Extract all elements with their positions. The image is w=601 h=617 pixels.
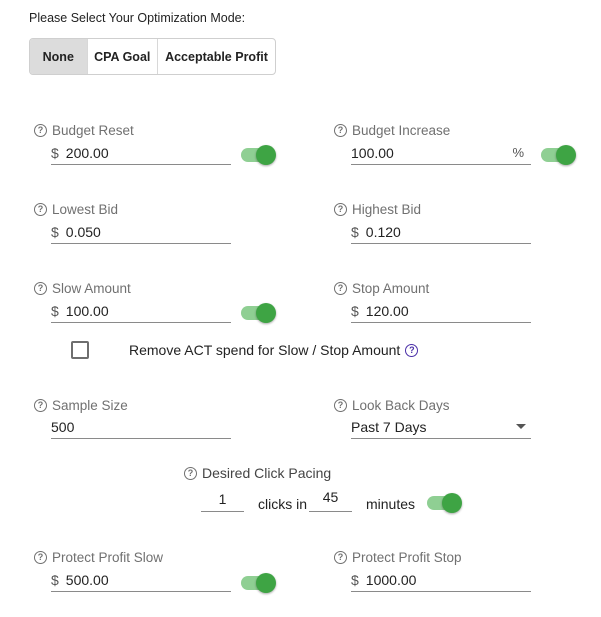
optimization-mode-label: Please Select Your Optimization Mode: — [29, 11, 246, 25]
remove-act-row — [129, 342, 418, 358]
protect-profit-slow-field[interactable] — [51, 568, 231, 592]
help-circle-icon[interactable]: ? — [405, 344, 418, 357]
mode-none-button[interactable]: None — [30, 39, 88, 74]
protect-profit-stop-field[interactable] — [351, 568, 531, 592]
budget-reset-field[interactable] — [51, 141, 231, 165]
help-circle-icon[interactable]: ? — [334, 551, 347, 564]
currency-prefix: $ — [51, 571, 59, 588]
sample-size-label: ? Sample Size — [34, 398, 128, 413]
slow-amount-value: 100.00 — [65, 302, 109, 319]
clicks-in-text: clicks in — [258, 496, 308, 512]
caret-down-icon — [516, 424, 526, 429]
click-pacing-label: ? Desired Click Pacing — [184, 465, 331, 481]
highest-bid-label: ? Highest Bid — [334, 202, 421, 217]
stop-amount-value: 120.00 — [365, 302, 409, 319]
help-circle-icon[interactable]: ? — [334, 282, 347, 295]
help-circle-icon[interactable]: ? — [334, 124, 347, 137]
slow-amount-toggle[interactable] — [241, 303, 275, 323]
optimization-mode-segmented-control — [29, 38, 276, 75]
protect-profit-stop-label: ? Protect Profit Stop — [334, 550, 462, 565]
budget-reset-label: ? Budget Reset — [34, 123, 134, 138]
percent-suffix: % — [512, 145, 524, 160]
protect-profit-slow-value: 500.00 — [65, 571, 109, 588]
pacing-minutes-input[interactable]: 45 — [309, 490, 352, 512]
help-circle-icon[interactable]: ? — [334, 399, 347, 412]
currency-prefix: $ — [51, 302, 59, 319]
remove-act-checkbox[interactable] — [71, 341, 89, 359]
stop-amount-label: ? Stop Amount — [334, 281, 429, 296]
look-back-days-label: ? Look Back Days — [334, 398, 450, 413]
look-back-days-value: Past 7 Days — [351, 418, 427, 435]
lowest-bid-value: 0.050 — [65, 223, 101, 240]
protect-profit-stop-value: 1000.00 — [365, 571, 417, 588]
currency-prefix: $ — [351, 302, 359, 319]
minutes-text: minutes — [366, 496, 416, 512]
help-circle-icon[interactable]: ? — [34, 124, 47, 137]
mode-cpa-goal-button[interactable]: CPA Goal — [88, 39, 158, 74]
budget-increase-label: ? Budget Increase — [334, 123, 450, 138]
slow-amount-label: ? Slow Amount — [34, 281, 131, 296]
budget-reset-toggle[interactable] — [241, 145, 275, 165]
highest-bid-value: 0.120 — [365, 223, 401, 240]
currency-prefix: $ — [351, 223, 359, 240]
mode-acceptable-profit-button[interactable]: Acceptable Profit — [165, 49, 268, 64]
help-circle-icon[interactable]: ? — [184, 467, 197, 480]
currency-prefix: $ — [51, 223, 59, 240]
remove-act-label: Remove ACT spend for Slow / Stop Amount — [129, 342, 401, 358]
help-circle-icon[interactable]: ? — [34, 282, 47, 295]
click-pacing-toggle[interactable] — [427, 493, 461, 513]
budget-increase-field[interactable] — [351, 141, 531, 165]
slow-amount-field[interactable] — [51, 299, 231, 323]
protect-profit-slow-toggle[interactable] — [241, 573, 275, 593]
help-circle-icon[interactable]: ? — [334, 203, 347, 216]
help-circle-icon[interactable]: ? — [34, 203, 47, 216]
currency-prefix: $ — [51, 144, 59, 161]
currency-prefix: $ — [351, 571, 359, 588]
sample-size-field[interactable] — [51, 415, 231, 439]
protect-profit-slow-label: ? Protect Profit Slow — [34, 550, 163, 565]
budget-increase-toggle[interactable] — [541, 145, 575, 165]
help-circle-icon[interactable]: ? — [34, 551, 47, 564]
budget-reset-value: 200.00 — [65, 144, 109, 161]
budget-increase-value: 100.00 — [351, 144, 394, 161]
stop-amount-field[interactable] — [351, 299, 531, 323]
help-circle-icon[interactable]: ? — [34, 399, 47, 412]
pacing-clicks-input[interactable]: 1 — [201, 490, 244, 512]
look-back-days-select[interactable] — [351, 415, 531, 439]
lowest-bid-label: ? Lowest Bid — [34, 202, 118, 217]
sample-size-value: 500 — [51, 418, 75, 435]
lowest-bid-field[interactable] — [51, 220, 231, 244]
highest-bid-field[interactable] — [351, 220, 531, 244]
